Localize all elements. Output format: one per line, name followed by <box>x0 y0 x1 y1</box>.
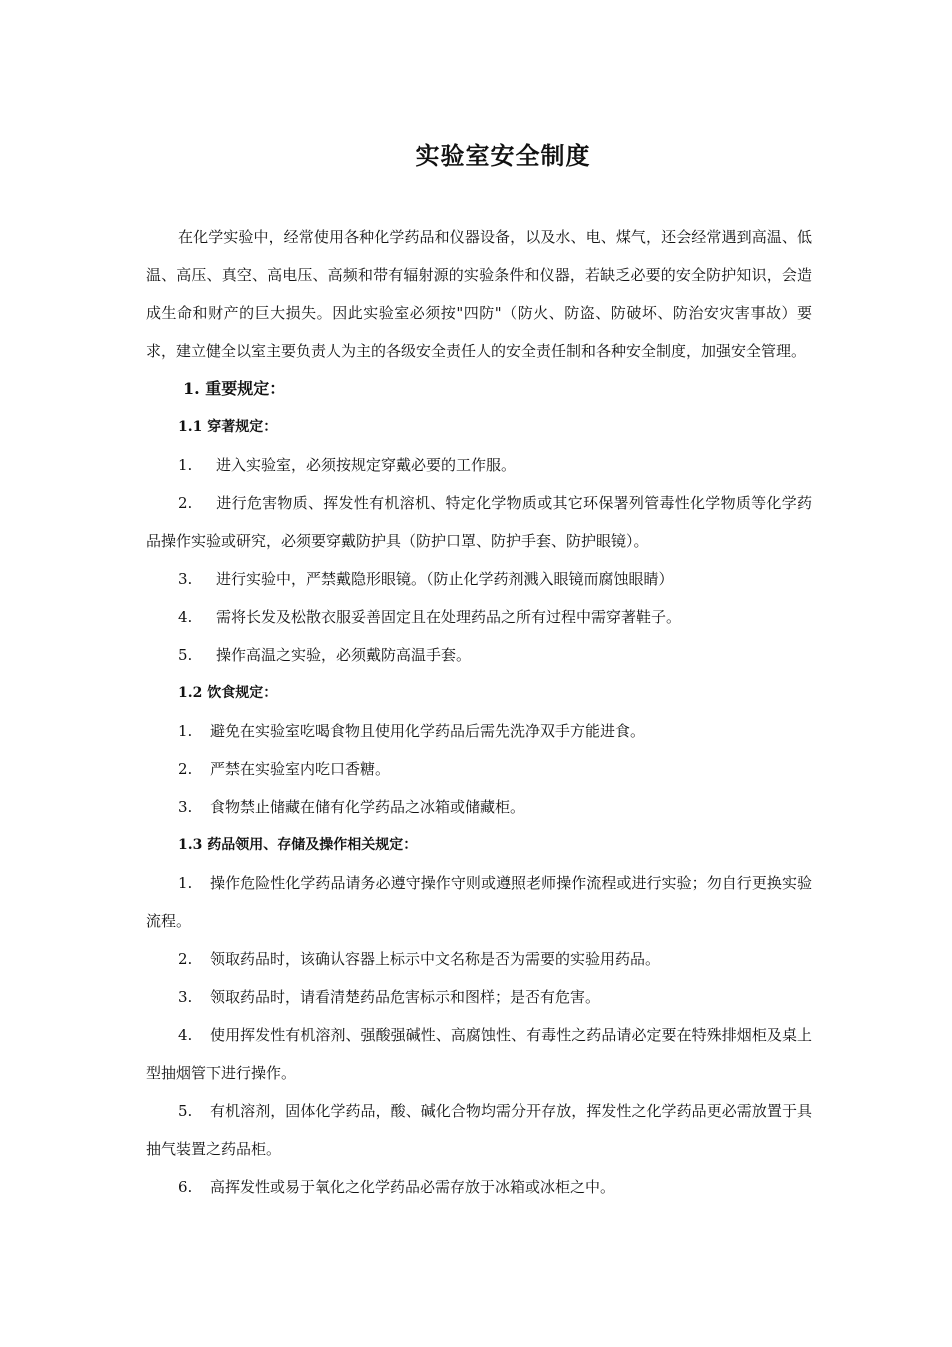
list-item-text: 操作高温之实验，必须戴防高温手套。 <box>216 646 472 664</box>
list-item-text: 领取药品时，请看清楚药品危害标示和图样；是否有危害。 <box>210 988 601 1006</box>
list-item-text: 进入实验室，必须按规定穿戴必要的工作服。 <box>216 456 517 474</box>
subsection-heading: 1.3 药品领用、存储及操作相关规定： <box>178 837 418 853</box>
list-item-number: 3. <box>178 570 193 588</box>
list-item <box>146 1016 812 1092</box>
list-item-text: 避免在实验室吃喝食物且使用化学药品后需先洗净双手方能进食。 <box>210 722 646 740</box>
list-item-text: 进行实验中，严禁戴隐形眼镜。（防止化学药剂溅入眼镜而腐蚀眼睛） <box>216 570 674 588</box>
list-item-text: 使用挥发性有机溶剂、强酸强碱性、高腐蚀性、有毒性之药品请必定要在特殊排烟柜及桌上型抽烟管下进行操作。 <box>146 1026 812 1082</box>
list-item <box>146 1092 812 1168</box>
list-item-number: 2. <box>178 760 193 778</box>
section-heading: 1. 重要规定： <box>183 379 286 398</box>
list-item-number: 4. <box>178 608 193 626</box>
page-title: 实验室安全制度 <box>415 141 591 170</box>
intro-paragraph: 在化学实验中，经常使用各种化学药品和仪器设备，以及水、电、煤气，还会经常遇到高温、低温、高压、真空、高电压、高频和带有辐射源的实验条件和仪器，若缺乏必要的安全防护知识，会造成生命和财产的巨大损失。因此实验室必须按"四防"（防火、防盗、防破坏、防治安灾害事故）要求，建立健全以室主要负责人为主的各级安全责任人的安全责任制和各种安全制度，加强安全管理。 <box>146 228 812 360</box>
list-item <box>146 978 812 1016</box>
list-item-number: 1. <box>178 722 193 740</box>
list-item <box>146 560 812 598</box>
list-item-number: 5. <box>178 1102 193 1120</box>
list-item <box>146 484 812 560</box>
list-item-number: 2. <box>178 494 193 512</box>
list-item-text: 食物禁止储藏在储有化学药品之冰箱或储藏柜。 <box>210 798 526 816</box>
subsection-heading: 1.2 饮食规定： <box>178 685 278 701</box>
list-item-number: 4. <box>178 1026 193 1044</box>
document-body <box>146 218 812 1206</box>
list-item-number: 3. <box>178 798 193 816</box>
list-item-text: 操作危险性化学药品请务必遵守操作守则或遵照老师操作流程或进行实验；勿自行更换实验流程。 <box>146 874 812 930</box>
list-item <box>146 750 812 788</box>
list-item <box>146 712 812 750</box>
list-item-number: 2. <box>178 950 193 968</box>
list-item-number: 3. <box>178 988 193 1006</box>
list-item-number: 5. <box>178 646 193 664</box>
list-item-text: 有机溶剂，固体化学药品，酸、碱化合物均需分开存放，挥发性之化学药品更必需放置于具抽气装置之药品柜。 <box>146 1102 812 1158</box>
list-item <box>146 598 812 636</box>
list-item <box>146 864 812 940</box>
list-item <box>146 636 812 674</box>
subsection-heading: 1.1 穿著规定： <box>178 419 278 435</box>
list-item-text: 进行危害物质、挥发性有机溶机、特定化学物质或其它环保署列管毒性化学物质等化学药品操作实验或研究，必须要穿戴防护具（防护口罩、防护手套、防护眼镜）。 <box>146 494 812 550</box>
list-item <box>146 788 812 826</box>
list-item-text: 需将长发及松散衣服妥善固定且在处理药品之所有过程中需穿著鞋子。 <box>216 608 682 626</box>
list-item-number: 1. <box>178 456 193 474</box>
list-item <box>146 940 812 978</box>
list-item-number: 6. <box>178 1178 193 1196</box>
list-item-text: 严禁在实验室内吃口香糖。 <box>210 760 391 778</box>
list-item-number: 1. <box>178 874 193 892</box>
list-item-text: 高挥发性或易于氧化之化学药品必需存放于冰箱或冰柜之中。 <box>210 1178 616 1196</box>
list-item <box>146 1168 812 1206</box>
list-item-text: 领取药品时，该确认容器上标示中文名称是否为需要的实验用药品。 <box>210 950 661 968</box>
list-item <box>146 446 812 484</box>
